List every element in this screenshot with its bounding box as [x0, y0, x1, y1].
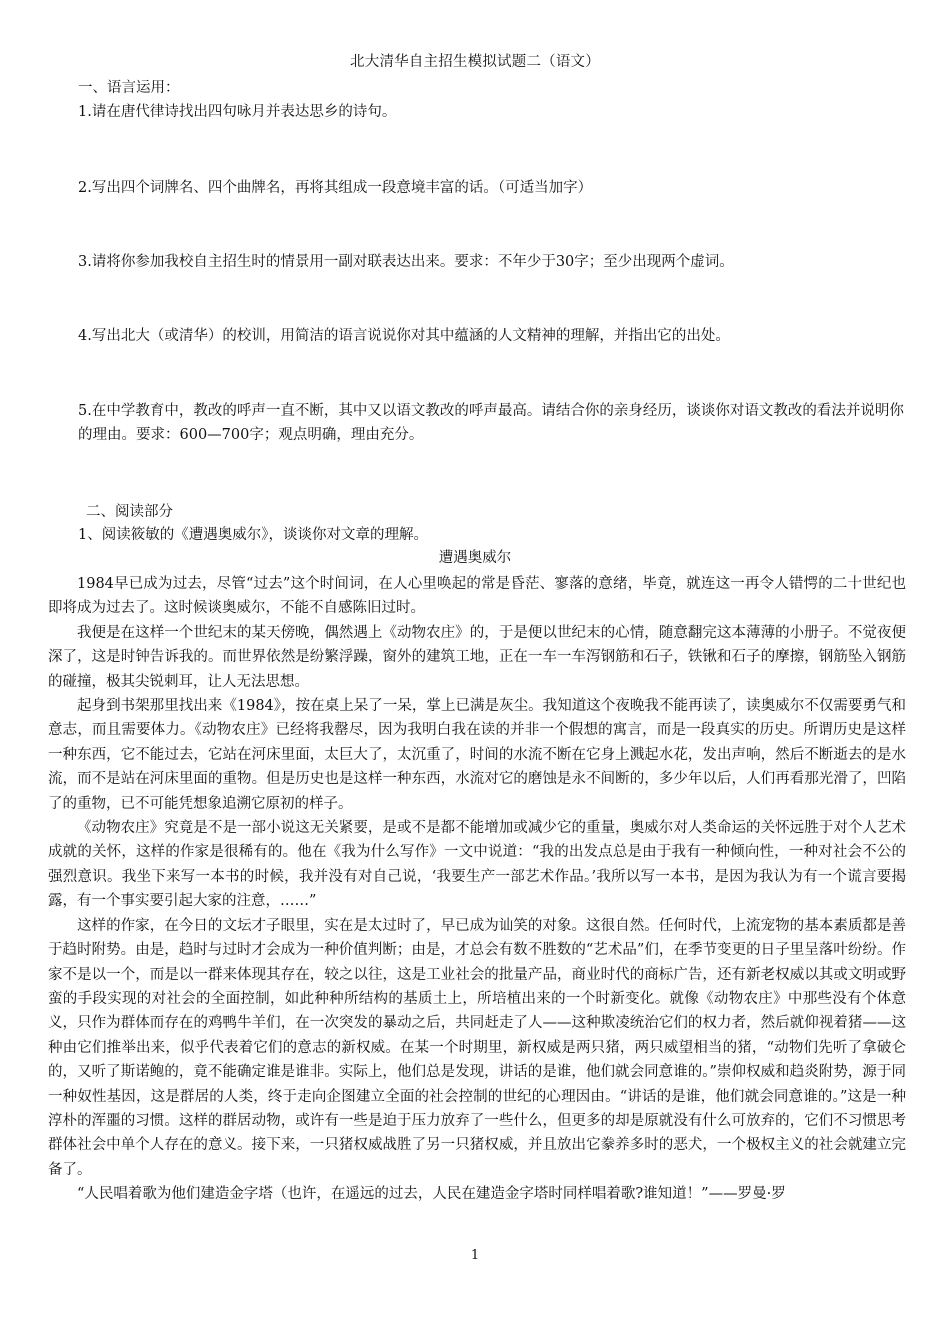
- question-5: 5.在中学教育中，教改的呼声一直不断，其中又以语文教改的呼声最高。请结合你的亲身经历，谈谈你对语文教改的看法并说明你的理由。要求：600—700字；观点明确，理由充分。: [78, 403, 904, 443]
- essay-paragraph: 起身到书架那里找出来《1984》，按在桌上呆了一呆，掌上已满是灰尘。我知道这个夜晚我不能再读了，读奥威尔不仅需要勇气和意志，而且需要体力。《动物农庄》已经将我罄尽，因为我明白我在读的并非一个假想的寓言，而是一段真实的历史。所谓历史是这样一种东西，它不能过去，它站在河床里面，太巨大了，太沉重了，时间的水流不断在它身上溅起水花，发出声响，然后不断逝去的是水流，而不是站在河床里面的重物。但是历史也是这样一种东西，水流对它的磨蚀是永不间断的，多少年以后，人们再看那光滑了，凹陷了的重物，已不可能凭想象追溯它原初的样子。: [48, 698, 906, 812]
- essay-paragraph: 1984早已成为过去，尽管“过去”这个时间词，在人心里唤起的常是昏茫、寥落的意绪，毕竟，就连这一再令人错愕的二十世纪也即将成为过去了。这时候谈奥威尔，不能不自感陈旧过时。: [48, 576, 906, 617]
- essay-body: [48, 572, 906, 1207]
- essay-title: 遭遇奥威尔: [438, 550, 512, 566]
- section1-heading: 一、语言运用：: [78, 80, 180, 96]
- section2-heading: 二、阅读部分: [86, 504, 173, 520]
- question-3: 3.请将你参加我校自主招生时的情景用一副对联表达出来。要求：不年少于30字；至少出现两个虚词。: [78, 254, 734, 270]
- essay-paragraph: “人民唱着歌为他们建造金字塔（也许，在遥远的过去，人民在建造金字塔时同样唱着歌?谁知道！”——罗曼·罗: [77, 1186, 786, 1203]
- question-4: 4.写出北大（或清华）的校训，用简洁的语言说说你对其中蕴涵的人文精神的理解，并指出它的出处。: [78, 328, 730, 344]
- reading-question: 1、阅读筱敏的《遭遇奥威尔》，谈谈你对文章的理解。: [78, 527, 428, 543]
- essay-paragraph: 我便是在这样一个世纪末的某天傍晚，偶然遇上《动物农庄》的，于是便以世纪末的心情，随意翻完这本薄薄的小册子。不觉夜便深了，这是时钟告诉我的。而世界依然是纷繁浮躁，窗外的建筑工地，正在一车一车泻钢筋和石子，铁锹和石子的摩擦，钢筋坠入钢筋的碰撞，极其尖锐刺耳，让人无法思想。: [48, 624, 906, 690]
- essay-paragraph: 这样的作家，在今日的文坛才子眼里，实在是太过时了，早已成为讪笑的对象。这很自然。任何时代，上流宠物的基本素质都是善于趋时附势。由是，趋时与过时才会成为一种价值判断；由是，才总会有数不胜数的“艺术品”们，在季节变更的日子里呈落叶纷纷。作家不是以一个，而是以一群来体现其存在，较之以往，这是工业社会的批量产品，商业时代的商标广告，还有新老权威以其或文明或野蛮的手段实现的对社会的全面控制，如此种种所结构的基质土上，所培植出来的一个时新变化。就像《动物农庄》中那些没有个体意义，只作为群体而存在的鸡鸭牛羊们，在一次突发的暴动之后，共同赶走了人——这种欺凌统治它们的权力者，然后就仰视着猪——这种由它们推举出来，似乎代表着它们的意志的新权威。在某一个时期里，新权威是两只猪，两只威望相当的猪，“动物们先听了拿破仑的，又听了斯诺鲍的，竟不能确定谁是谁非。实际上，他们总是发现，讲话的是谁，他们就会同意谁的。”崇仰权威和趋炎附势，源于同一种奴性基因，这是群居的人类，终于走向企图建立全面的社会控制的世纪的心理因由。“讲话的是谁，他们就会同意谁的。”这是一种淳朴的浑噩的习惯。这样的群居动物，或许有一些是迫于压力放弃了一些什么，但更多的却是原就没有什么可放弃的，它们不习惯思考群体社会中单个人存在的意义。接下来，一只猪权威战胜了另一只猪权威，并且放出它豢养多时的恶犬，一个极权主义的社会就建立完备了。: [48, 917, 906, 1178]
- question-2: 2.写出四个词牌名、四个曲牌名，再将其组成一段意境丰富的话。（可适当加字）: [78, 180, 593, 196]
- essay-paragraph: 《动物农庄》究竟是不是一部小说这无关紧要，是或不是都不能增加或减少它的重量，奥威尔对人类命运的关怀远胜于对个人艺术成就的关怀，这样的作家是很稀有的。他在《我为什么写作》一文中说道：“我的出发点总是由于我有一种倾向性，一种对社会不公的强烈意识。我坐下来写一本书的时候，我并没有对自己说，‘我要生产一部艺术作品。’我所以写一本书，是因为我认为有一个谎言要揭露，有一个事实要引起大家的注意，……”: [48, 820, 906, 910]
- page-number: 1: [470, 1248, 480, 1263]
- document-title: 北大清华自主招生模拟试题二（语文）: [350, 54, 600, 70]
- question-1: 1.请在唐代律诗找出四句咏月并表达思乡的诗句。: [78, 104, 397, 120]
